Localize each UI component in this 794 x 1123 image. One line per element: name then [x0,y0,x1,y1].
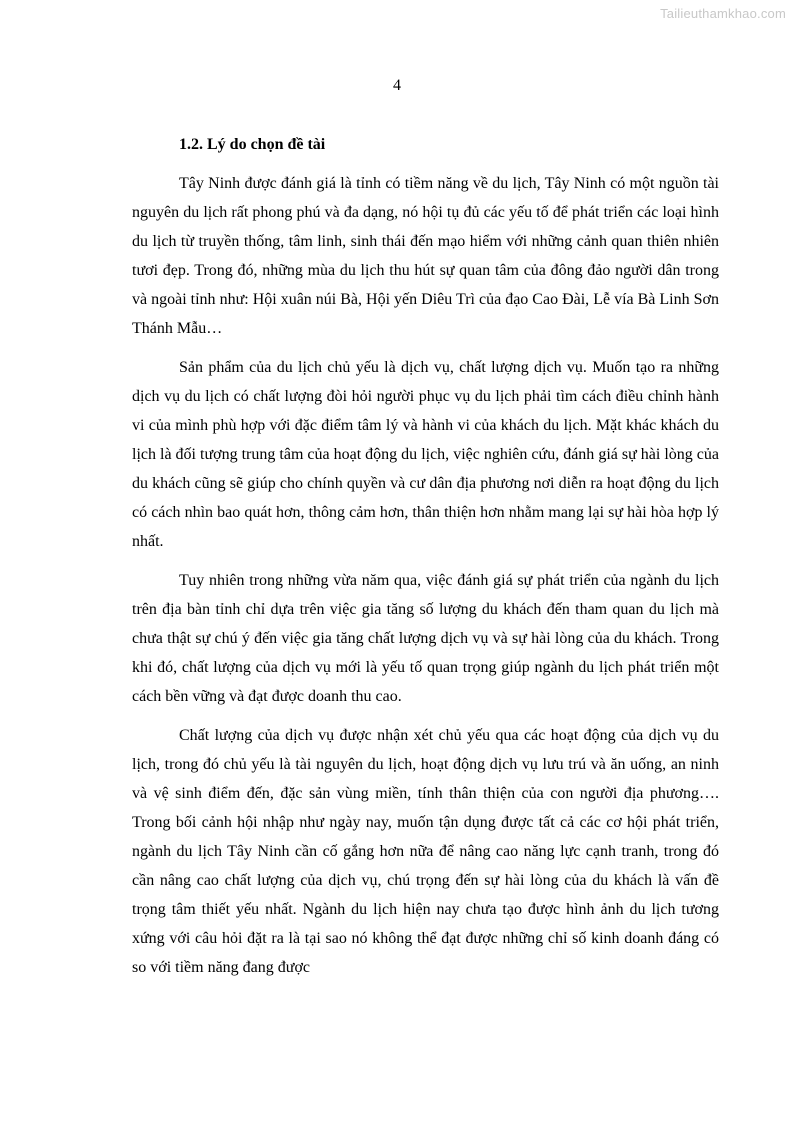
paragraph-3: Tuy nhiên trong những vừa năm qua, việc đánh giá sự phát triển của ngành du lịch trên địa bàn tỉnh chỉ dựa trên việc gia tăng số lượng du khách đến tham quan du lịch mà chưa thật sự chú ý đến việc gia tăng chất lượng dịch vụ và sự hài lòng của du khách. Trong khi đó, chất lượng của dịch vụ mới là yếu tố quan trọng giúp ngành du lịch phát triển một cách bền vững và đạt được doanh thu cao. [132,572,719,705]
page-number: 4 [393,77,401,94]
watermark-text: Tailieuthamkhao.com [660,6,786,21]
document-body [132,130,719,992]
paragraph-4: Chất lượng của dịch vụ được nhận xét chủ yếu qua các hoạt động của dịch vụ du lịch, trong đó chủ yếu là tài nguyên du lịch, hoạt động dịch vụ lưu trú và ăn uống, an ninh và vệ sinh điểm đến, đặc sản vùng miền, tính thân thiện của con người địa phương…. Trong bối cảnh hội nhập như ngày nay, muốn tận dụng được tất cả các cơ hội phát triển, ngành du lịch Tây Ninh cần cố gắng hơn nữa để nâng cao năng lực cạnh tranh, trong đó cần nâng cao chất lượng của dịch vụ, chú trọng đến sự hài lòng của du khách là vấn đề trọng tâm thiết yếu nhất. Ngành du lịch hiện nay chưa tạo được hình ảnh du lịch tương xứng với câu hỏi đặt ra là tại sao nó không thể đạt được những chỉ số kinh doanh đáng có so với tiềm năng đang được [132,727,719,976]
paragraph-2: Sản phẩm của du lịch chủ yếu là dịch vụ, chất lượng dịch vụ. Muốn tạo ra những dịch vụ du lịch có chất lượng đòi hỏi người phục vụ du lịch phải tìm cách điều chỉnh hành vi của mình phù hợp với đặc điểm tâm lý và hành vi của khách du lịch. Mặt khác khách du lịch là đối tượng trung tâm của hoạt động du lịch, việc nghiên cứu, đánh giá sự hài lòng của du khách cũng sẽ giúp cho chính quyền và cư dân địa phương nơi diễn ra hoạt động du lịch có cách nhìn bao quát hơn, thông cảm hơn, thân thiện hơn nhằm mang lại sự hài hòa hợp lý nhất. [132,359,719,550]
paragraph-1: Tây Ninh được đánh giá là tỉnh có tiềm năng về du lịch, Tây Ninh có một nguồn tài nguyên du lịch rất phong phú và đa dạng, nó hội tụ đủ các yếu tố để phát triển các loại hình du lịch từ truyền thống, tâm linh, sinh thái đến mạo hiểm với những cảnh quan thiên nhiên tươi đẹp. Trong đó, những mùa du lịch thu hút sự quan tâm của đông đảo người dân trong và ngoài tỉnh như: Hội xuân núi Bà, Hội yến Diêu Trì của đạo Cao Đài, Lễ vía Bà Linh Sơn Thánh Mẫu… [132,175,719,337]
section-heading: 1.2. Lý do chọn đề tài [179,136,326,153]
